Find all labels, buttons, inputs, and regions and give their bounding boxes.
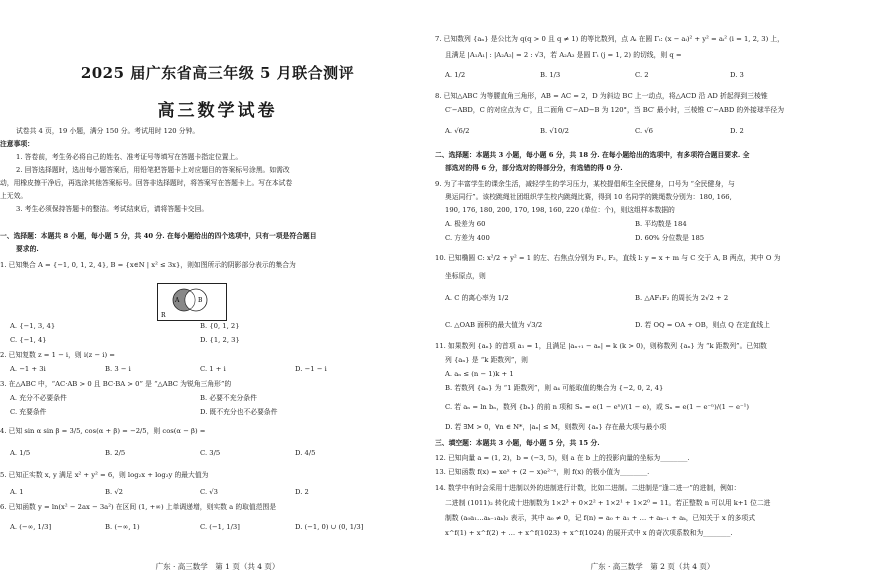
option: D. 4/5 [295,449,316,457]
option: A. 1/5 [10,449,31,457]
section-3-heading: 三、填空题：本题共 3 小题，每小题 5 分，共 15 分. [435,439,600,447]
option: A. √6/2 [445,127,470,135]
venn-label-a: A [175,297,180,304]
notice-line: 动，用橡皮擦干净后，再选涂其他答案标号。回答非选择题时，将答案写在答题卡上。写在本试卷 [0,179,293,187]
option: B. √2 [105,488,123,496]
option: C. 若 aₙ = ln bₙ，数列 {bₙ} 的前 n 项和 Sₙ = e(1 − eⁿ)/(1 − e)，或 Sₙ = e(1 − e⁻ⁿ)/(1 − e⁻¹) [445,403,749,411]
option: C. √6 [635,127,653,135]
page-footer: 广东 · 高三数学 第 2 页（共 4 页） [590,562,715,571]
question-10: 10. 已知椭圆 C: x²/2 + y² = 1 的左、右焦点分别为 F₁, F₂，直线 l: y = x + m 与 C 交于 A, B 两点，其中 O 为 [435,254,781,262]
question-2: 2. 已知复数 z = 1 − i，则 i(z − i) = [0,351,115,359]
exam-title: 2025 届广东省高三年级 5 月联合测评 [80,64,355,82]
question-8: 8. 已知△ABC 为等腰直角三角形，AB = AC = 2，D 为斜边 BC 上一动点，将△ACD 沿 AD 折起得到三棱锥 [435,92,768,100]
question-11-cont: 列 {aₙ} 是 “k 距数列”，则 [445,356,528,364]
option: C. 2 [635,71,649,79]
option: B. √10/2 [540,127,569,135]
option: D. −1 − i [295,365,327,373]
question-14-cont: 二进制 (1011)₂ 转化成十进制数为 1×2³ + 0×2² + 1×2¹ + 1×2⁰ = 11。若正整数 n 可以用 k+1 位二进 [445,499,771,507]
question-7-cont: 且满足 |A₁A₁| : |A₂A₂| = 2 : √3，若 A₂A₃ 是圆 Γᵢ (j = 1, 2) 的切线，则 q = [445,51,682,59]
option: C. △OAB 面积的最大值为 √3/2 [445,321,543,329]
question-8-cont: C′−ABD，C 的对应点为 C′，且二面角 C′−AD−B 为 120°，当 BC′ 最小时，三棱锥 C′−ABD 的外接球半径为 [445,106,785,114]
option: A. 极差为 60 [445,220,486,228]
option: C. 3/5 [200,449,221,457]
option: A. 1 [10,488,24,496]
notice-line: 3. 考生必须保持答题卡的整洁。考试结束后，请将答题卡交回。 [16,205,209,213]
option: C. 1 + i [200,365,226,373]
question-12: 12. 已知向量 a = (1, 2)，b = (−3, 5)，则 a 在 b 上的投影向量的坐标为________. [435,454,690,462]
question-14: 14. 数学中有时会采用十进制以外的进制进行计数，比如二进制。二进制是“逢二进一”的进制，例如： [435,484,741,492]
option: B. 若数列 {aₙ} 为 “1 距数列”，则 a₄ 可能取值的集合为 {−2, 0, 2, 4} [445,384,664,392]
option: C. (−1, 1/3] [200,523,240,531]
option: D. 既不充分也不必要条件 [200,408,278,416]
option: A. C 的离心率为 1/2 [445,294,509,302]
option: B. (−∞, 1) [105,523,140,531]
section-1-heading: 一、选择题：本题共 8 小题，每小题 5 分，共 40 分. 在每小题给出的四个选项中，只有一项是符合题目 [0,232,317,240]
option: C. √3 [200,488,218,496]
option: B. 2/5 [105,449,126,457]
venn-diagram [157,283,227,321]
notice-heading: 注意事项： [0,140,34,148]
section-1-heading-cont: 要求的. [16,245,39,253]
question-9-cont: 奥运同行”。该校跳绳社团组织学生校内跳绳比赛，得到 10 名同学的跳绳数分别为：180, 166, [445,193,732,201]
exam-info: 试卷共 4 页，19 小题，满分 150 分。考试用时 120 分钟。 [16,127,200,135]
question-3: 3. 在△ABC 中，“AC·AB > 0 且 BC·BA > 0” 是 “△ABC 为锐角三角形”的 [0,380,232,388]
question-6: 6. 已知函数 y = ln(x² − 2ax − 3a²) 在区间 (1, +∞) 上单调递增，则实数 a 的取值范围是 [0,503,277,511]
question-14-cont: 制数 (a₀a₁…aₖ₋₁aₖ)₂ 表示，其中 a₀ ≠ 0，记 f(n) = a₀ + a₁ + … + aₖ₋₁ + aₖ，已知关于 x 的多项式 [445,514,756,522]
notice-line: 1. 答卷前，考生务必将自己的姓名、准考证号等填写在答题卡指定位置上。 [16,153,243,161]
option: B. 平均数是 184 [635,220,687,228]
option: D. 2 [295,488,309,496]
question-9-cont: 190, 176, 180, 200, 170, 198, 160, 220 (单位：个)，则这组样本数据的 [445,206,675,214]
option: D. 60% 分位数是 185 [635,234,705,242]
option: C. {−1, 4} [10,336,47,344]
option: A. 充分不必要条件 [10,394,67,402]
option: A. −1 + 3i [10,365,46,373]
option: D. 3 [730,71,744,79]
option: D. (−1, 0) ∪ (0, 1/3] [295,523,364,531]
page-2 [435,0,870,578]
option: D. 若 ∃M > 0，∀n ∈ N*，|aₙ| ≤ M，则数列 {aₙ} 存在最大项与最小项 [445,423,667,431]
question-5: 5. 已知正实数 x, y 满足 x² + y² = 6，则 log₂x + log₂y 的最大值为 [0,471,209,479]
option: A. (−∞, 1/3] [10,523,52,531]
option: A. 1/2 [445,71,466,79]
page-footer: 广东 · 高三数学 第 1 页（共 4 页） [155,562,280,571]
option: C. 方差为 400 [445,234,490,242]
venn-diagram-svg [158,284,226,320]
option: B. 1/3 [540,71,561,79]
option: B. 3 − i [105,365,131,373]
question-7: 7. 已知数列 {aₙ} 是公比为 q(q > 0 且 q ≠ 1) 的等比数列，点 Aᵢ 在圆 Γᵢ: (x − aᵢ)² + y² = aᵢ² (i = 1, 2, 3) 上， [435,35,784,43]
option: D. 若 OQ = OA + OB，则点 Q 在定直线上 [635,321,770,329]
notice-line: 2. 回答选择题时，选出每小题答案后，用铅笔把答题卡上对应题目的答案标号涂黑。如需改 [16,166,290,174]
venn-label-b: B [198,297,203,304]
section-2-heading: 二、选择题：本题共 3 小题，每小题 6 分，共 18 分. 在每小题给出的选项中，有多项符合题目要求. 全 [435,151,750,159]
question-1: 1. 已知集合 A = {−1, 0, 1, 2, 4}, B = {x∈N | x² ≤ 3x}，则如图所示的阴影部分表示的集合为 [0,261,296,269]
question-11: 11. 如果数列 {aₙ} 的首项 a₁ = 1，且满足 |aₙ₊₁ − aₙ| = k (k > 0)，则称数列 {aₙ} 为 “k 距数列”。已知数 [435,342,767,350]
option: D. {1, 2, 3} [200,336,240,344]
question-13: 13. 已知函数 f(x) = xeˣ + (2 − x)e²⁻ˣ，则 f(x) 的极小值为________. [435,468,650,476]
option: B. △AF₁F₂ 的周长为 2√2 + 2 [635,294,729,302]
venn-label-r: R [161,312,166,319]
question-4: 4. 已知 sin α sin β = 3/5, cos(α + β) = −2/5，则 cos(α − β) = [0,427,206,435]
option: D. 2 [730,127,744,135]
section-2-heading-cont: 部选对的得 6 分，部分选对的得部分分，有选错的得 0 分. [445,164,623,172]
question-10-cont: 坐标原点，则 [445,272,486,280]
notice-line: 上无效。 [0,192,28,200]
option: C. 充要条件 [10,408,47,416]
option: A. {−1, 3, 4} [10,322,56,330]
option: B. {0, 1, 2} [200,322,240,330]
option: A. aₙ ≤ (n − 1)k + 1 [445,370,514,378]
option: B. 必要不充分条件 [200,394,257,402]
question-9: 9. 为了丰富学生的课余生活，减轻学生的学习压力，某校提倡师生全民健身，口号为 “全民健身，与 [435,180,735,188]
question-14-cont: x^f(1) + x^f(2) + … + x^f(1023) + x^f(1024) 的展开式中 x 的奇次项系数和为________. [445,529,733,537]
paper-subtitle: 高三数学试卷 [157,101,278,121]
